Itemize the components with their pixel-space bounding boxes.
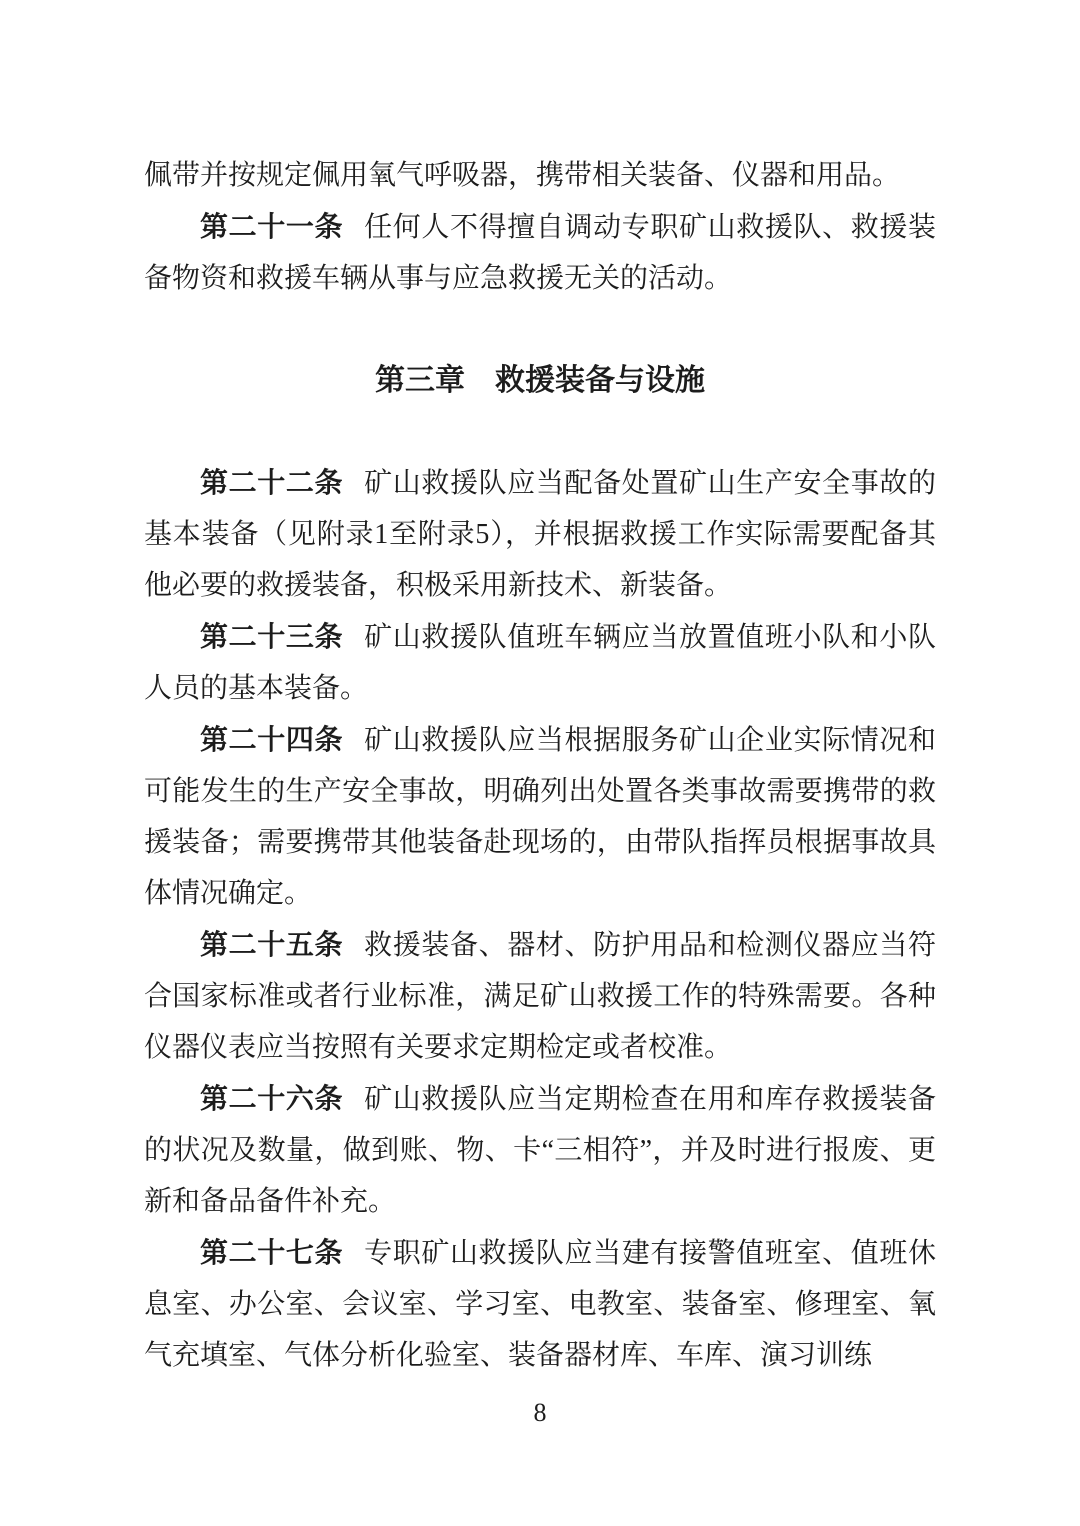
paragraph [144, 611, 936, 714]
paragraph-text: 矿山救援队应当配备处置矿山生产安全事故的基本装备（见附录1至附录5），并根据救援工作实际需要配备其他必要的救援装备，积极采用新技术、新装备。 [144, 468, 936, 601]
article-number: 第二十二条 [200, 467, 344, 498]
document-content [144, 150, 936, 1381]
paragraph [144, 1227, 936, 1381]
page-number: 8 [533, 1398, 547, 1427]
paragraph [144, 457, 936, 611]
paragraph-text: 矿山救援队应当根据服务矿山企业实际情况和可能发生的生产安全事故，明确列出处置各类事故需要携带的救援装备；需要携带其他装备赴现场的，由带队指挥员根据事故具体情况确定。 [144, 725, 936, 909]
chapter-title: 救援装备与设施 [495, 364, 705, 397]
article-number: 第二十七条 [200, 1237, 344, 1268]
chapter-heading [144, 355, 936, 406]
paragraph-text: 矿山救援队值班车辆应当放置值班小队和小队人员的基本装备。 [144, 622, 936, 704]
article-number: 第二十五条 [200, 929, 344, 960]
page-footer [0, 1398, 1080, 1428]
article-number: 第二十四条 [200, 724, 344, 755]
article-number: 第二十一条 [200, 211, 344, 242]
paragraph [144, 919, 936, 1073]
paragraph-text: 佩带并按规定佩用氧气呼吸器，携带相关装备、仪器和用品。 [144, 160, 901, 191]
paragraph-text: 专职矿山救援队应当建有接警值班室、值班休息室、办公室、会议室、学习室、电教室、装备室、修理室、氧气充填室、气体分析化验室、装备器材库、车库、演习训练 [144, 1238, 936, 1371]
paragraph [144, 150, 936, 201]
paragraph-text: 任何人不得擅自调动专职矿山救援队、救援装备物资和救援车辆从事与应急救援无关的活动。 [144, 212, 936, 294]
article-number: 第二十三条 [200, 621, 344, 652]
article-number: 第二十六条 [200, 1083, 344, 1114]
paragraph [144, 714, 936, 919]
chapter-number: 第三章 [375, 364, 465, 397]
paragraph [144, 1073, 936, 1227]
paragraph-text: 矿山救援队应当定期检查在用和库存救援装备的状况及数量，做到账、物、卡“三相符”，并及时进行报废、更新和备品备件补充。 [144, 1084, 936, 1217]
paragraph [144, 201, 936, 304]
paragraph-text: 救援装备、器材、防护用品和检测仪器应当符合国家标准或者行业标准，满足矿山救援工作的特殊需要。各种仪器仪表应当按照有关要求定期检定或者校准。 [144, 930, 936, 1063]
